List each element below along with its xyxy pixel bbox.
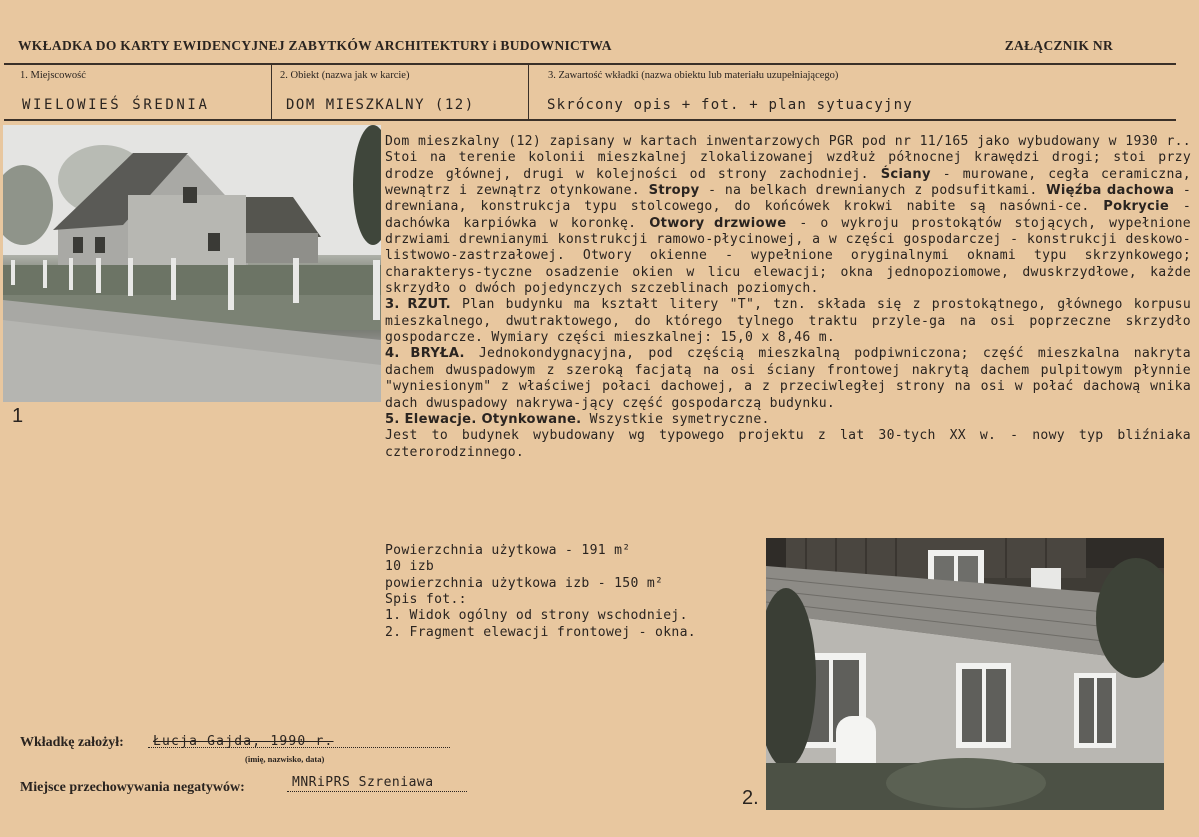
top-rule <box>4 63 1176 65</box>
field-divider-2 <box>528 63 529 121</box>
field-value-content: Skrócony opis + fot. + plan sytuacyjny <box>547 97 913 113</box>
usable-area: Powierzchnia użytkowa - 191 m² <box>385 543 631 558</box>
desc-walls: - murowane, cegła ceramiczna, wewnątrz i zewnątrz otynkowane. <box>385 166 1191 199</box>
desc-key-plan: 3. RZUT. <box>385 297 451 313</box>
extra-info <box>385 543 696 641</box>
field-label-content: 3. Zawartość wkładki (nazwa obiektu lub materiału uzupełniającego) <box>548 70 839 81</box>
photo-list-item-2: 2. Fragment elewacji frontowej - okna. <box>385 624 696 640</box>
rooms-area: powierzchnia użytkowa izb - 150 m² <box>385 575 664 591</box>
field-rule-bottom <box>4 119 1176 121</box>
desc-elevations: Wszystkie symetryczne. <box>581 411 770 427</box>
desc-ceilings: - na belkach drewnianych z podsufitkami. <box>699 183 1038 199</box>
desc-key-door-openings: Otwory drzwiowe <box>649 215 787 231</box>
description-text <box>385 134 1191 461</box>
field-value-locality: WIELOWIEŚ ŚREDNIA <box>22 97 210 113</box>
desc-roofing: - dachówka karpiówka w koronkę. <box>385 199 1192 231</box>
field-label-object: 2. Obiekt (nazwa jak w karcie) <box>280 70 410 81</box>
desc-key-roofing: Pokrycie <box>1103 199 1170 215</box>
desc-project-type: Jest to budynek wybudowany wg typowego projektu z lat 30-tych XX w. - nowy typ bliźniaka czterorodzinnego. <box>385 428 1191 460</box>
founder-sublabel: (imię, nazwisko, data) <box>245 754 325 764</box>
desc-key-elevations: 5. Elewacje. Otynkowane. <box>385 411 582 427</box>
desc-massing: Jednokondygnacyjna, pod częścią mieszkalną podpiwniczona; część mieszkalna nakryta dachem dwuspadowym z szeroką facjatą na osi ściany frontowej nakrytą dachem pulpitowym płynnie "wyniesionym" z właściwej połaci dachowej, a z przeciwległej strony na osi w połać dachową wnika dach dwuspadowy nakrywa-jący część gospodarczą budynku. <box>385 346 1191 411</box>
form-title: WKŁADKA DO KARTY EWIDENCYJNEJ ZABYTKÓW ARCHITEKTURY i BUDOWNICTWA <box>18 38 612 53</box>
photo-2-number: 2. <box>742 787 759 809</box>
desc-plan: Plan budynku ma kształt litery "T", tzn. składa się z prostokątnego, głównego korpusu mieszkalnego, dwutraktowego, do którego tylnego traktu przyle-ga na osi poprzeczne skrzydło gospodarcze. Wymiary części mieszkalnej: 15,0 x 8,46 m. <box>385 297 1192 346</box>
photo-house-east-view-image <box>3 125 381 402</box>
rooms-count: 10 izb <box>385 559 435 575</box>
storage-value: MNRiPRS Szreniawa <box>292 775 434 790</box>
photo-facade-windows-image <box>766 538 1164 810</box>
storage-dotted-line <box>287 791 467 792</box>
desc-openings: - o wykroju prostokątów stojących, wypełnione drzwiami drewnianymi konstrukcji ramowo-płycinowej, a w części gospodarczej - konstrukcji deskowo-listwowo-zastrzałowej. Otwory okienne - wypełnione oryginalnymi oknami typu skrzynkowego; charakterys-tyczne osadzenie okien w licu elewacji; okna jednopoziomowe, dwuskrzydłowe, każde skrzydło o dwóch pojedynczych szczeblinach poziomych. <box>385 215 1191 297</box>
storage-label: Miejsce przechowywania negatywów: <box>20 780 245 795</box>
desc-key-walls: Ściany <box>880 166 931 182</box>
desc-key-massing: 4. BRYŁA. <box>385 346 465 362</box>
field-label-locality: 1. Miejscowość <box>20 70 86 81</box>
founder-value: Łucja Gajda, 1990 r. <box>153 734 334 749</box>
attachment-number-label: ZAŁĄCZNIK NR <box>1004 38 1113 53</box>
photo-house-east-view <box>3 125 381 402</box>
field-value-object: DOM MIESZKALNY (12) <box>286 97 475 113</box>
photo-list-title: Spis fot.: <box>385 592 467 608</box>
founder-label: Wkładkę założył: <box>20 735 124 750</box>
field-divider-1 <box>271 63 272 121</box>
desc-intro: Dom mieszkalny (12) zapisany w kartach inwentarzowych PGR pod nr 11/165 jako wybudowany w 1930 r.. Stoi na terenie kolonii mieszkalnej zlokalizowanej wzdłuż północnej krawędzi drogi; stoi przy drodze głównej, drugi w kolejności od strony zachodniej. <box>385 134 1191 182</box>
photo-1-number: 1 <box>12 405 24 427</box>
photo-facade-windows <box>766 538 1164 810</box>
desc-key-ceilings: Stropy <box>648 183 700 199</box>
desc-roof-truss: - drewniana, konstrukcja typu stolcowego, do końcówek krokwi nabite są nasówni-ce. <box>385 183 1191 215</box>
desc-key-roof-truss: Więźba dachowa <box>1046 183 1175 199</box>
photo-list-item-1: 1. Widok ogólny od strony wschodniej. <box>385 608 688 624</box>
